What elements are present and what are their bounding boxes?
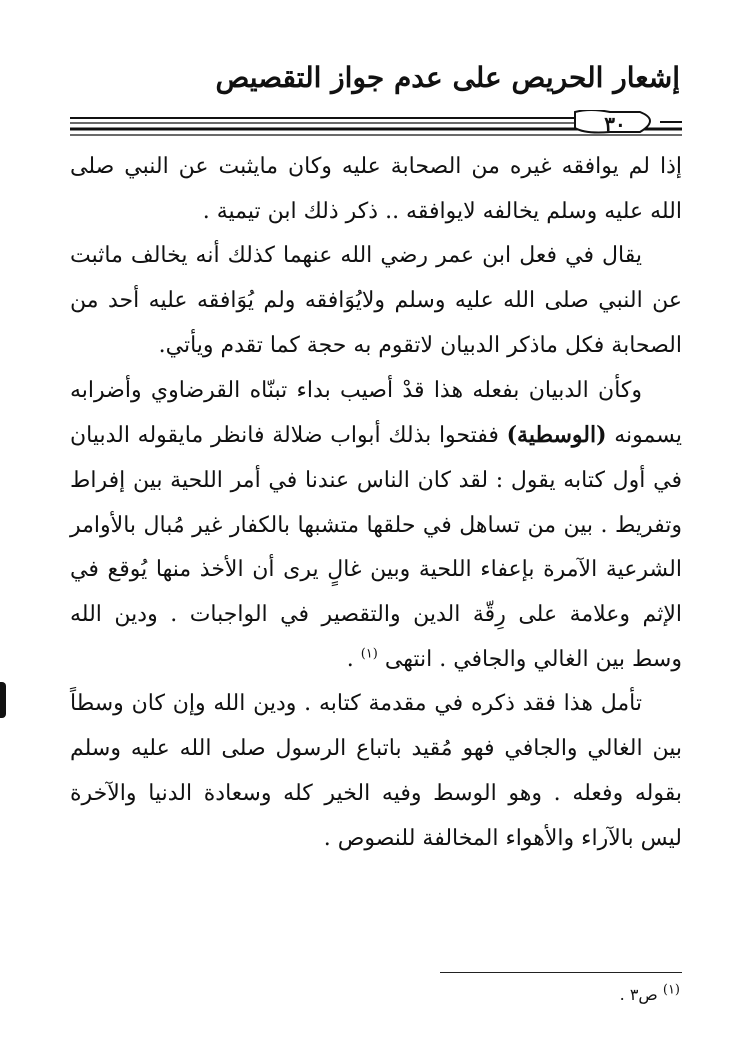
- margin-mark: [0, 682, 6, 718]
- body-text: [70, 145, 682, 861]
- footnote: [380, 984, 680, 1006]
- paragraph-3-end: .: [346, 646, 354, 672]
- paragraph-3-rest: ففتحوا بذلك أبواب ضلالة فانظر مايقوله الدبيان في أول كتابه يقول : لقد كان الناس عندنا في أمر اللحية بين إفراط وتفريط . بين من تساهل في حلقها متشبها بالكفار غير مُبال بالأوامر الشرعية الآمرة بإعفاء اللحية وبين غالٍ يرى أن الأخذ منها يُوقع في الإثم وعلامة على رِقّة الدين والتقصير في الواجبات . ودين الله وسط بين الغالي والجافي . انتهى: [70, 423, 682, 672]
- page-title: إشعار الحريص على عدم جواز التقصيص: [215, 61, 680, 94]
- footnote-marker: (١): [662, 982, 680, 998]
- footnote-divider: [440, 972, 682, 973]
- paragraph-3-start: وكأن الدبيان بفعله هذا قدْ أصيب بداء تبنّاه القرضاوي وأضرابه يسمونه: [70, 377, 682, 449]
- footnote-text: ص٣ .: [619, 985, 658, 1004]
- footnote-reference[interactable]: (١): [360, 646, 378, 662]
- paragraph-3: [70, 369, 682, 683]
- page-number: ٣٠: [604, 112, 626, 136]
- paragraph-4: تأمل هذا فقد ذكره في مقدمة كتابه . ودين الله وإن كان وسطاً بين الغالي والجافي فهو مُقيد باتباع الرسول صلى الله عليه وسلم بقوله وفعله . وهو الوسط وفيه الخير كله وسعادة الدنيا والآخرة ليس بالآراء والأهواء المخالفة للنصوص .: [70, 691, 682, 851]
- wasatiya-term: (الوسطية): [506, 422, 607, 449]
- paragraph-1: إذا لم يوافقه غيره من الصحابة عليه وكان مايثبت عن النبي صلى الله عليه وسلم يخالفه لايوافقه .. ذكر ذلك ابن تيمية .: [70, 154, 682, 224]
- paragraph-2: يقال في فعل ابن عمر رضي الله عنهما كذلك أنه يخالف ماثبت عن النبي صلى الله عليه وسلم ولايُوَافقه ولم يُوَافقه عليه أحد من الصحابة فكل ماذكر الدبيان لاتقوم به حجة كما تقدم ويأتي.: [70, 243, 682, 358]
